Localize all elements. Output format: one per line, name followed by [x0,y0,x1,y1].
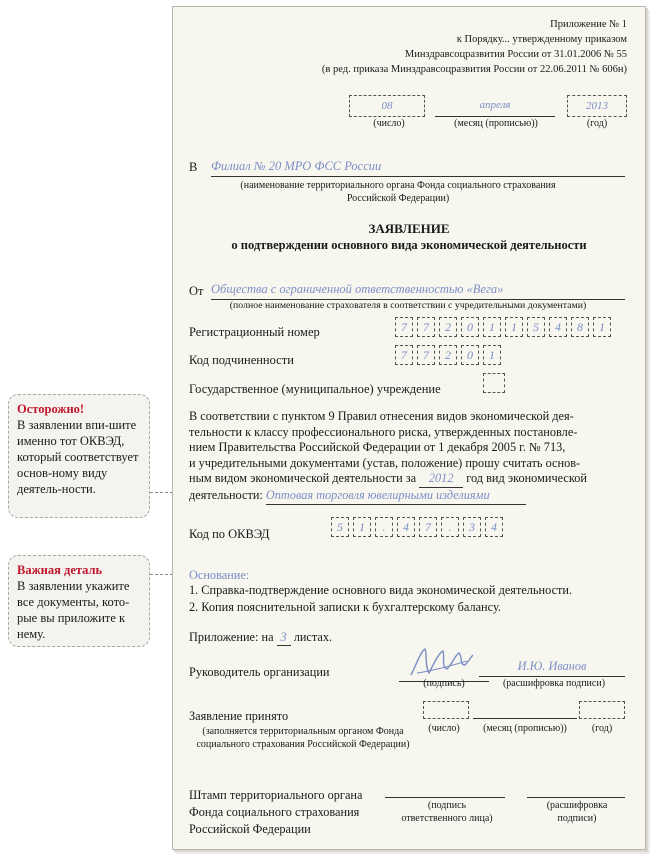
reg-number-cells [395,317,615,337]
date-month-field[interactable]: апреля [435,95,555,117]
okved-label: Код по ОКВЭД [189,527,270,541]
stamp-line-2: Фонда социального страхования [189,805,360,819]
reg-digit[interactable]: 0 [461,317,479,337]
state-inst-checkbox[interactable] [483,373,505,393]
reg-digit[interactable]: 4 [549,317,567,337]
okved-digit[interactable]: 4 [485,517,503,537]
paragraph-line-2: тельности к классу профессионального риска, утвержденных постановле- [189,424,578,439]
stamp-sign-caption: (подпись ответственного лица) [401,800,493,824]
callout-important-title: Важная деталь [17,563,103,577]
head-sign-caption: (подпись) [423,678,465,689]
head-label: Руководитель организации [189,665,330,679]
document-sheet [172,6,646,850]
doc-subtitle: о подтверждении основного вида экономической деятельности [231,238,587,252]
paragraph-line-6-label: деятельности: [189,487,263,502]
callout-important [8,555,150,647]
header-block [207,17,627,77]
basis-item-1: 1. Справка-подтверждение основного вида экономической деятельности. [189,583,573,597]
accepted-month-label: (месяц (прописью)) [483,723,567,734]
activity-year-field[interactable]: 2012 [419,471,463,488]
header-line-3: Минздравсоцразвития России от 31.01.2006 № 55 [404,49,627,60]
header-line-2: к Порядку... утвержденному приказом [456,34,627,45]
basis-label: Основание: [189,568,250,582]
stamp-name-field[interactable] [527,785,625,798]
sub-digit[interactable]: 7 [417,345,435,365]
stamp-name-caption: (расшифровка подписи) [546,800,608,824]
header-line-4: (в ред. приказа Минздравсоцразвития России от 22.06.2011 № 606н) [321,64,627,75]
date-month-label: (месяц (прописью)) [454,118,538,129]
reg-digit[interactable]: 1 [483,317,501,337]
accepted-label: Заявление принято [189,709,289,723]
head-name-caption: (расшифровка подписи) [502,678,606,689]
date-year-field[interactable]: 2013 [567,95,627,117]
recipient-caption: (наименование территориального органа Фонда социального страхования Российской Федерации) [240,180,556,204]
accepted-year-label: (год) [591,723,613,734]
signature-scribble [407,643,477,683]
sub-digit[interactable]: 1 [483,345,501,365]
paragraph-line-3: нием Правительства Российской Федерации от 1 декабря 2005 г. № 713, [189,440,566,455]
basis-item-2: 2. Копия пояснительной записки к бухгалтерскому балансу. [189,600,501,614]
attachment-suffix: листах. [293,630,333,644]
paragraph-line-6 [189,488,637,505]
accepted-month-field[interactable] [473,701,577,719]
stamp-line-1: Штамп территориального органа [189,788,363,802]
state-inst-label: Государственное (муниципальное) учреждение [189,382,441,396]
paragraph-line-4: и учредительными документами (устав, положение) прошу считать основ- [189,455,581,470]
reg-digit[interactable]: 5 [527,317,545,337]
date-day-label: (число) [373,118,405,129]
sub-digit[interactable]: 7 [395,345,413,365]
from-caption: (полное наименование страхователя в соответствии с учредительными документами) [229,300,587,311]
okved-digit[interactable]: 5 [331,517,349,537]
okved-digit[interactable]: 1 [353,517,371,537]
attachment-line [189,630,332,646]
recipient-prefix: В [189,160,198,174]
okved-digit[interactable]: 7 [419,517,437,537]
okved-cells [331,517,511,537]
activity-field[interactable]: Оптовая торговля ювелирными изделиями [266,488,526,505]
accepted-day-field[interactable] [423,701,469,719]
okved-digit[interactable]: 4 [397,517,415,537]
callout-caution-text: В заявлении впи-шите именно тот ОКВЭД, который соответствует основ-ному виду деятель-ности. [17,418,139,496]
recipient-field[interactable]: Филиал № 20 МРО ФСС России [211,159,625,177]
reg-digit[interactable]: 7 [395,317,413,337]
reg-digit[interactable]: 1 [593,317,611,337]
header-line-1: Приложение № 1 [550,19,627,30]
from-field[interactable]: Общества с ограниченной ответственностью «Вега» [211,282,625,300]
callout-caution-title: Осторожно! [17,402,85,416]
reg-digit[interactable]: 1 [505,317,523,337]
paragraph-line-5a: ным видом экономической деятельности за [189,471,417,486]
accepted-caption: (заполняется территориальным органом Фонда социального страхования Российской Федерации) [196,726,410,750]
date-year-label: (год) [586,118,608,129]
okved-digit[interactable]: 3 [463,517,481,537]
statement-paragraph [189,409,637,505]
paragraph-line-5 [189,471,637,488]
sub-code-cells [395,345,505,365]
sub-code-label: Код подчиненности [189,353,294,367]
callout-caution [8,394,150,518]
stamp-signature-field[interactable] [385,785,505,798]
from-prefix: От [189,284,204,298]
sub-digit[interactable]: 0 [461,345,479,365]
paragraph-line-1: В соответствии с пунктом 9 Правил отнесения видов экономической дея- [189,409,574,423]
okved-digit[interactable]: . [375,517,393,537]
date-day-field[interactable]: 08 [349,95,425,117]
reg-digit[interactable]: 7 [417,317,435,337]
head-name-field[interactable]: И.Ю. Иванов [479,659,625,677]
accepted-day-label: (число) [428,723,460,734]
attachment-prefix: Приложение: на [189,630,274,644]
reg-digit[interactable]: 2 [439,317,457,337]
stamp-block [189,787,362,838]
doc-title: ЗАЯВЛЕНИЕ [368,221,450,236]
reg-digit[interactable]: 8 [571,317,589,337]
accepted-year-field[interactable] [579,701,625,719]
paragraph-line-5b: год вид экономической [466,471,587,486]
stamp-line-3: Российской Федерации [189,822,311,836]
okved-digit[interactable]: . [441,517,459,537]
callout-important-text: В заявлении укажите все документы, кото-рые вы приложите к нему. [17,579,130,641]
reg-number-label: Регистрационный номер [189,325,320,339]
sub-digit[interactable]: 2 [439,345,457,365]
attachment-count-field[interactable]: 3 [277,630,291,646]
